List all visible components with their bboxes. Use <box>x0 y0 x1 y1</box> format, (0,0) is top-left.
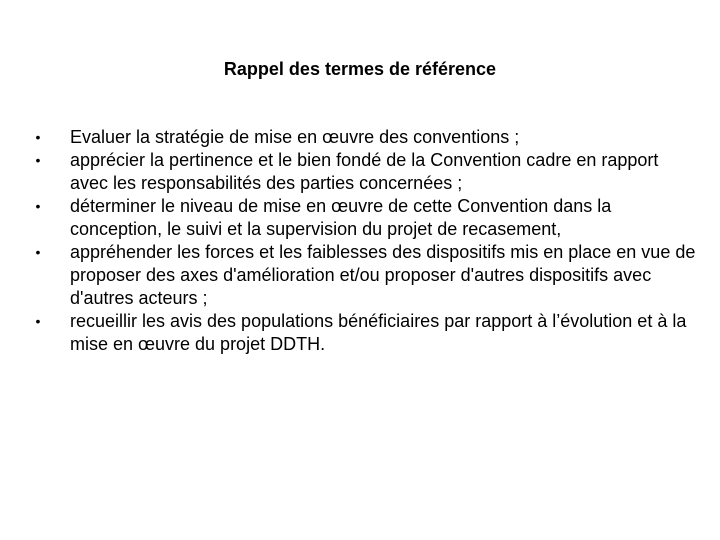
bullet-icon: • <box>35 129 41 145</box>
bullet-text: appréhender les forces et les faiblesses des dispositifs mis en place en vue de proposer des axes d'amélioration et/ou proposer d'autres dispositifs avec d'autres acteurs ; <box>70 242 696 308</box>
bullet-item <box>28 126 696 149</box>
bullet-list <box>28 126 696 356</box>
bullet-icon: • <box>35 313 41 329</box>
bullet-text: déterminer le niveau de mise en œuvre de cette Convention dans la conception, le suivi et la supervision du projet de recasement, <box>70 196 612 239</box>
bullet-icon: • <box>35 244 41 260</box>
bullet-icon: • <box>35 198 41 214</box>
bullet-icon: • <box>35 152 41 168</box>
bullet-text: apprécier la pertinence et le bien fondé de la Convention cadre en rapport avec les responsabilités des parties concernées ; <box>70 150 659 193</box>
bullet-item <box>28 310 696 356</box>
bullet-item <box>28 241 696 310</box>
bullet-item <box>28 149 696 195</box>
bullet-item <box>28 195 696 241</box>
bullet-text: Evaluer la stratégie de mise en œuvre des conventions ; <box>70 127 520 147</box>
bullet-text: recueillir les avis des populations bénéficiaires par rapport à l’évolution et à la mise en œuvre du projet DDTH. <box>70 311 687 354</box>
slide-title: Rappel des termes de référence <box>223 59 497 79</box>
